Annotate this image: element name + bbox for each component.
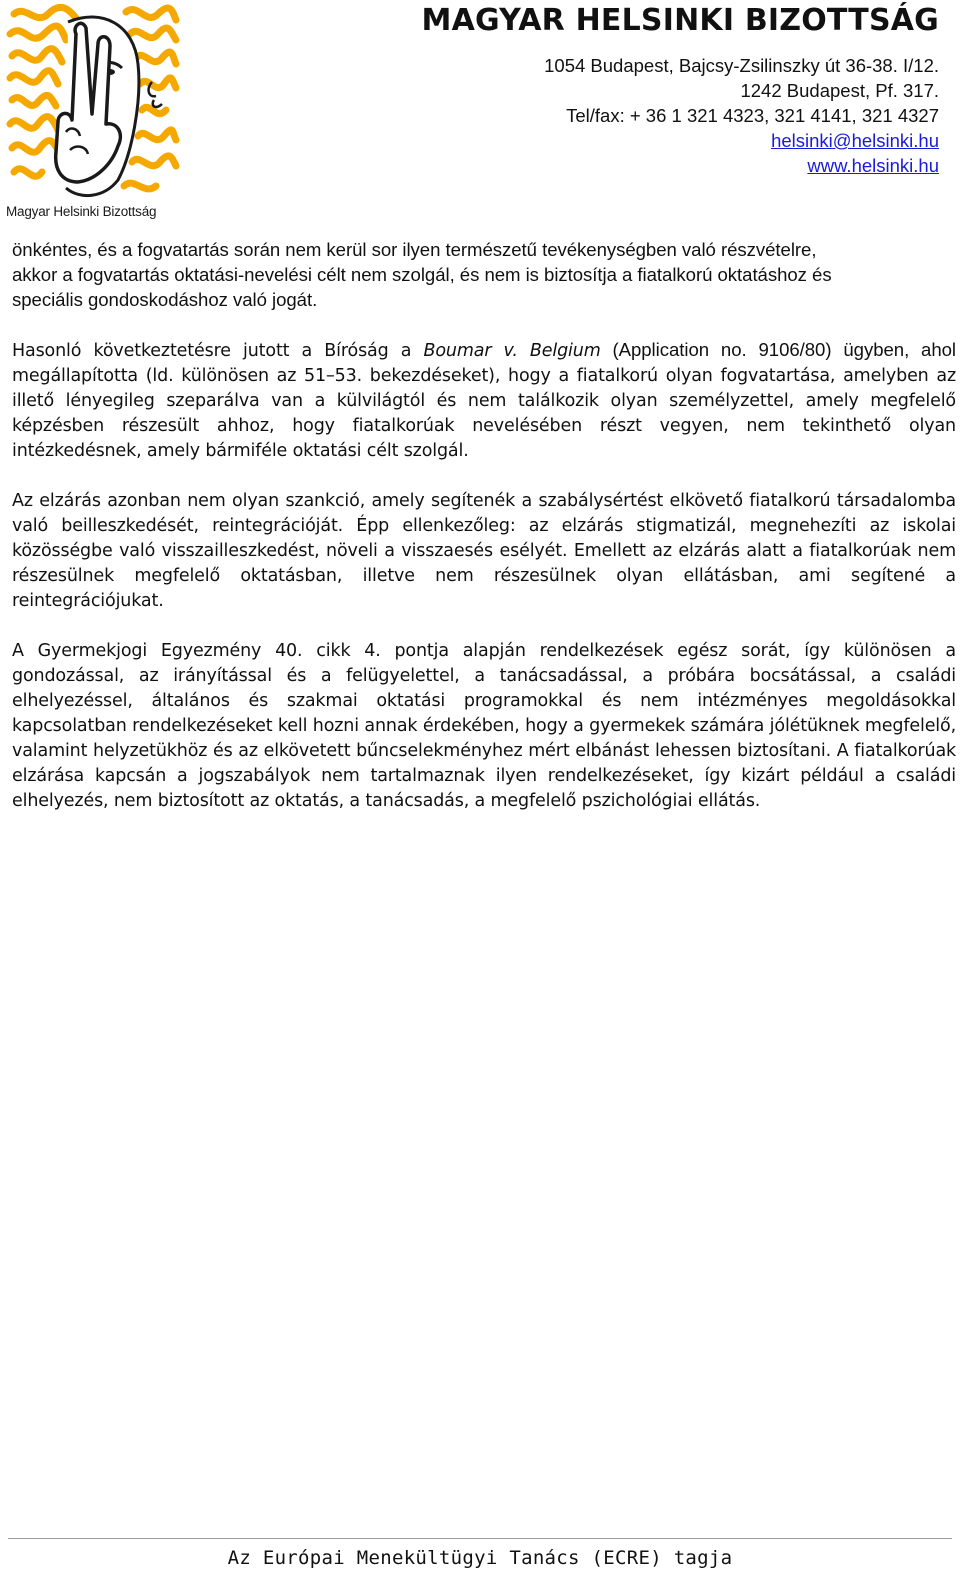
paragraph-3: Az elzárás azonban nem olyan szankció, amely segítenék a szabálysértést elkövető fiatalkorú társadalomba való beilleszkedését, reintegrációját. Épp ellenkezőleg: az elzárás stigmatizál, megnehezíti az iskolai közösségbe való visszailleszkedést, növeli a visszaesés esélyét. Emellett az elzárás alatt a fiatalkorúak nem részesülnek megfelelő oktatásban, illetve nem részesülnek olyan ellátásban, ami segítené a reintegrációjukat. (12, 491, 956, 611)
website-link[interactable]: www.helsinki.hu (807, 155, 939, 176)
paragraph-1-line-3: speciális gondoskodáshoz való jogát. (12, 289, 318, 310)
telfax-line: Tel/fax: + 36 1 321 4323, 321 4141, 321 4327 (566, 105, 939, 126)
helsinki-committee-logo (6, 4, 184, 226)
paragraph-1 (12, 237, 956, 312)
paragraph-2-rest: megállapította (ld. különösen az 51–53. bekezdéseket), hogy a fiatalkorú olyan fogvatartása, amelyben az illető lényegileg szeparálva van a külvilágtól és nem találkozik olyan személyzettel, amely megfelelő képzésben részesült ahhoz, hogy fiatalkorúak nevelésében részt vegyen, nem tekinthető olyan intézkedésnek, amely bármiféle oktatási célt szolgál. (12, 366, 956, 461)
paragraph-2 (12, 337, 956, 464)
organization-name: MAGYAR HELSINKI BIZOTTSÁG (421, 3, 939, 38)
paragraph-1-line-2: akkor a fogvatartás oktatási-nevelési célt nem szolgál, és nem is biztosítja a fiatalkorú oktatáshoz és (12, 264, 832, 285)
footer-membership-note: Az Európai Menekültügyi Tanács (ECRE) tagja (227, 1547, 733, 1569)
organization-contact-block (422, 0, 939, 178)
case-name-part-2: Belgium (529, 341, 601, 361)
paragraph-2-intro: Hasonló következtetésre jutott a Bíróság a (12, 341, 424, 361)
footer-divider (8, 1538, 952, 1539)
case-name-part-1: Boumar v. (423, 341, 530, 361)
logo-graphic (6, 4, 184, 204)
email-link[interactable]: helsinki@helsinki.hu (771, 130, 939, 151)
paragraph-1-line-1: önkéntes, és a fogvatartás során nem kerül sor ilyen természetű tevékenységben való részvételre, (12, 239, 817, 260)
letterhead (0, 0, 960, 230)
document-body (12, 237, 956, 839)
address-line-1: 1054 Budapest, Bajcsy-Zsilinszky út 36-38. I/12. (544, 55, 939, 76)
application-number: (Application no. 9106/80) ügyben, ahol (600, 339, 957, 360)
logo-caption: Magyar Helsinki Bizottság (6, 204, 157, 219)
paragraph-4: A Gyermekjogi Egyezmény 40. cikk 4. pontja alapján rendelkezések egész sorát, így különösen a gondozással, az irányítással és a felügyelettel, a tanácsadással, a próbára bocsátással, a családi elhelyezéssel, általános és szakmai oktatási programokkal és nem intézményes megoldásokkal kapcsolatban rendelkezéseket kell hozni annak érdekében, hogy a gyermekek számára jólétüknek megfelelő, valamint helyzetükhöz és az elkövetett bűncselekményhez mért elbánást lehessen biztosítani. A fiatalkorúak elzárása kapcsán a jogszabályok nem tartalmaznak ilyen rendelkezéseket, így kizárt például a családi elhelyezés, nem biztosított az oktatás, a tanácsadás, a megfelelő pszichológiai ellátás. (12, 641, 956, 811)
address-line-2: 1242 Budapest, Pf. 317. (740, 80, 939, 101)
